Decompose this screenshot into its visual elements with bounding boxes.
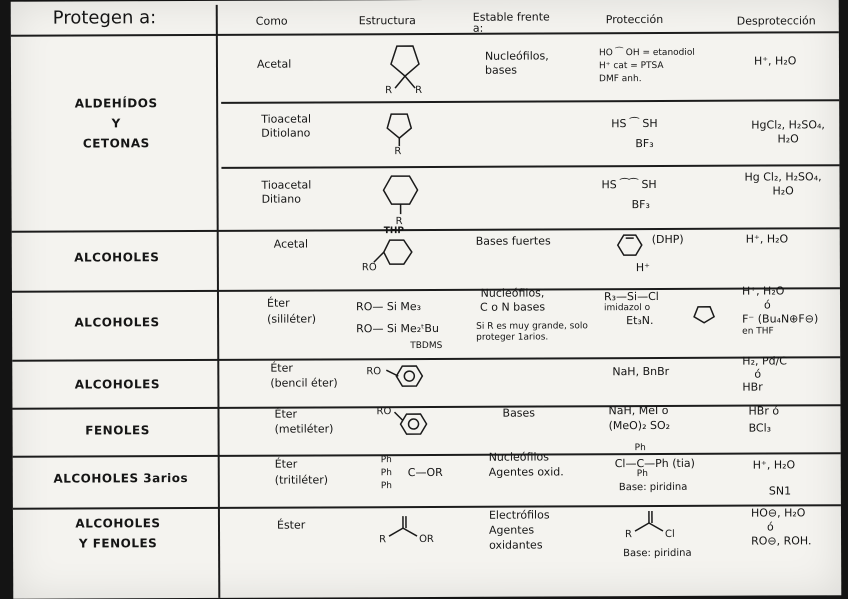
- desproteccion-acetal: H⁺, H₂O: [753, 54, 797, 68]
- proteccion-tioacetal-ditiolano: HS ⁀ SH BF₃: [611, 116, 658, 151]
- estable-silil: Nucleófilos, C o N bases: [480, 286, 546, 314]
- benzyl-structure: [366, 362, 446, 392]
- proteccion-acetal: HO ⁀ OH = etanodiol H⁺ cat = PTSA DMF anh.: [598, 47, 695, 85]
- r-group: R: [379, 534, 387, 546]
- proteccion-metil: NaH, MeI o (MeO)₂ SO₂: [608, 403, 671, 433]
- row-rule: [12, 287, 840, 293]
- substituent-r: R: [394, 146, 402, 158]
- dithiolane-structure: [383, 108, 423, 158]
- imidazole-structure: [692, 303, 722, 327]
- desproteccion-metil: HBr ó BCl₃: [748, 404, 780, 435]
- proteccion-tioacetal-ditiano: HS ⁀⁀ SH BF₃: [601, 177, 657, 212]
- group-alcoholes: ALCOHOLES: [74, 250, 160, 265]
- group-fenoles: FENOLES: [85, 423, 150, 438]
- substituent-r: R: [385, 85, 393, 97]
- proteccion-bencil: NaH, BnBr: [612, 364, 670, 379]
- substituent-r: R: [415, 85, 423, 97]
- como-acetal: Acetal: [256, 57, 292, 71]
- group-aldehidos-cetonas: ALDEHÍDOS Y CETONAS: [74, 96, 158, 151]
- ro-group: RO: [366, 366, 382, 378]
- base-piridina: Base: piridina: [618, 481, 688, 494]
- thp-ether-structure: [362, 236, 422, 276]
- row-rule: [12, 227, 840, 233]
- header-rule: [11, 31, 839, 37]
- row-rule: [12, 356, 840, 362]
- group-alcoholes-fenoles: ALCOHOLES Y FENOLES: [75, 516, 161, 551]
- col-header-estable: Estable frente a:: [472, 10, 550, 35]
- ro-group: RO: [361, 262, 377, 274]
- desproteccion-thp: H⁺, H₂O: [745, 232, 789, 246]
- row-rule: [221, 99, 839, 104]
- group-alcoholes: ALCOHOLES: [74, 377, 160, 392]
- estable-tritil: Nucleófilos Agentes oxid.: [488, 450, 564, 479]
- estable-ester: Electrófilos Agentes oxidantes: [488, 508, 550, 552]
- como-tioacetal-ditiolano: Tioacetal Ditiolano: [261, 112, 312, 140]
- column-rule: [216, 5, 221, 598]
- estable-metil: Bases: [502, 406, 536, 420]
- estable-acetal: Nucleófilos, bases: [484, 49, 549, 77]
- dithiane-structure: [379, 170, 427, 226]
- como-sililter: Éter (sililéter): [266, 296, 317, 326]
- group-alcoholes: ALCOHOLES: [74, 315, 160, 330]
- como-metileter: Éter (metiléter): [274, 407, 334, 436]
- col-header-proteccion: Protección: [605, 12, 664, 27]
- row-rule: [13, 452, 841, 458]
- dioxolane-structure: [383, 38, 433, 97]
- estable-thp: Bases fuertes: [475, 234, 551, 248]
- row-rule: [221, 164, 839, 169]
- dhp-label: (DHP): [651, 232, 684, 247]
- silyl-structures: RO— Si Me₃ RO— Si Me₂ᵗBu: [356, 300, 439, 336]
- desproteccion-silil: H⁺, H₂O ó F⁻ (Bu₄N⊕F⊖) en THF: [741, 284, 819, 337]
- desproteccion-bencil: H₂, Pd/C ó HBr: [742, 354, 787, 394]
- ester-structure: [379, 512, 459, 548]
- proteccion-tritil: Cl—C—Ph (tia): [614, 456, 695, 471]
- row-rule: [13, 504, 841, 510]
- r-group: R: [625, 529, 633, 541]
- desproteccion-tioacetal-ditiolano: HgCl₂, H₂SO₄, H₂O: [751, 118, 825, 146]
- desproteccion-ester: HO⊖, H₂O ó RO⊖, ROH.: [750, 506, 812, 548]
- acid-catalyst: H⁺: [635, 261, 650, 275]
- col-header-desproteccion: Desprotección: [736, 14, 816, 28]
- substituent-r: R: [395, 216, 403, 228]
- desproteccion-tioacetal-ditiano: Hg Cl₂, H₂SO₄, H₂O: [744, 170, 822, 198]
- col-header-estructura: Estructura: [358, 14, 416, 28]
- methyl-ether-structure: [376, 404, 446, 442]
- como-bencileter: Éter (bencil éter): [270, 361, 338, 390]
- tbdms-label: TBDMS: [410, 340, 443, 352]
- como-acetal-thp: Acetal: [273, 237, 309, 251]
- group-alcoholes-3arios: ALCOHOLES 3arios: [53, 471, 189, 486]
- trityl-core: C—OR: [407, 465, 443, 480]
- trityl-ph-bottom: Ph: [636, 469, 648, 480]
- dihydropyran-structure: [616, 231, 646, 263]
- desproteccion-tritil: H⁺, H₂O SN1: [752, 458, 796, 498]
- estable-silil-note: Si R es muy grande, solo proteger 1arios.: [476, 321, 588, 343]
- acyl-chloride-structure: [625, 509, 695, 541]
- trityl-structure: Ph Ph Ph: [380, 455, 392, 492]
- como-tioacetal-ditiano: Tioacetal Ditiano: [261, 178, 312, 206]
- base-piridina-ester: Base: piridina: [623, 547, 692, 560]
- como-tritileter: Éter (tritiléter): [274, 457, 329, 487]
- col-header-como: Como: [255, 14, 288, 28]
- ro-group: RO: [376, 406, 392, 418]
- or-group: OR: [419, 533, 434, 546]
- sheet-title: Protegen a:: [52, 7, 157, 29]
- trityl-ph-top: Ph: [634, 443, 646, 454]
- thp-label: THP: [383, 226, 405, 237]
- como-ester: Éster: [276, 518, 306, 532]
- proteccion-silil: R₃—Si—Cl imidazol o Et₃N.: [603, 289, 659, 328]
- notes-sheet: [11, 0, 842, 599]
- cl-group: Cl: [665, 528, 675, 540]
